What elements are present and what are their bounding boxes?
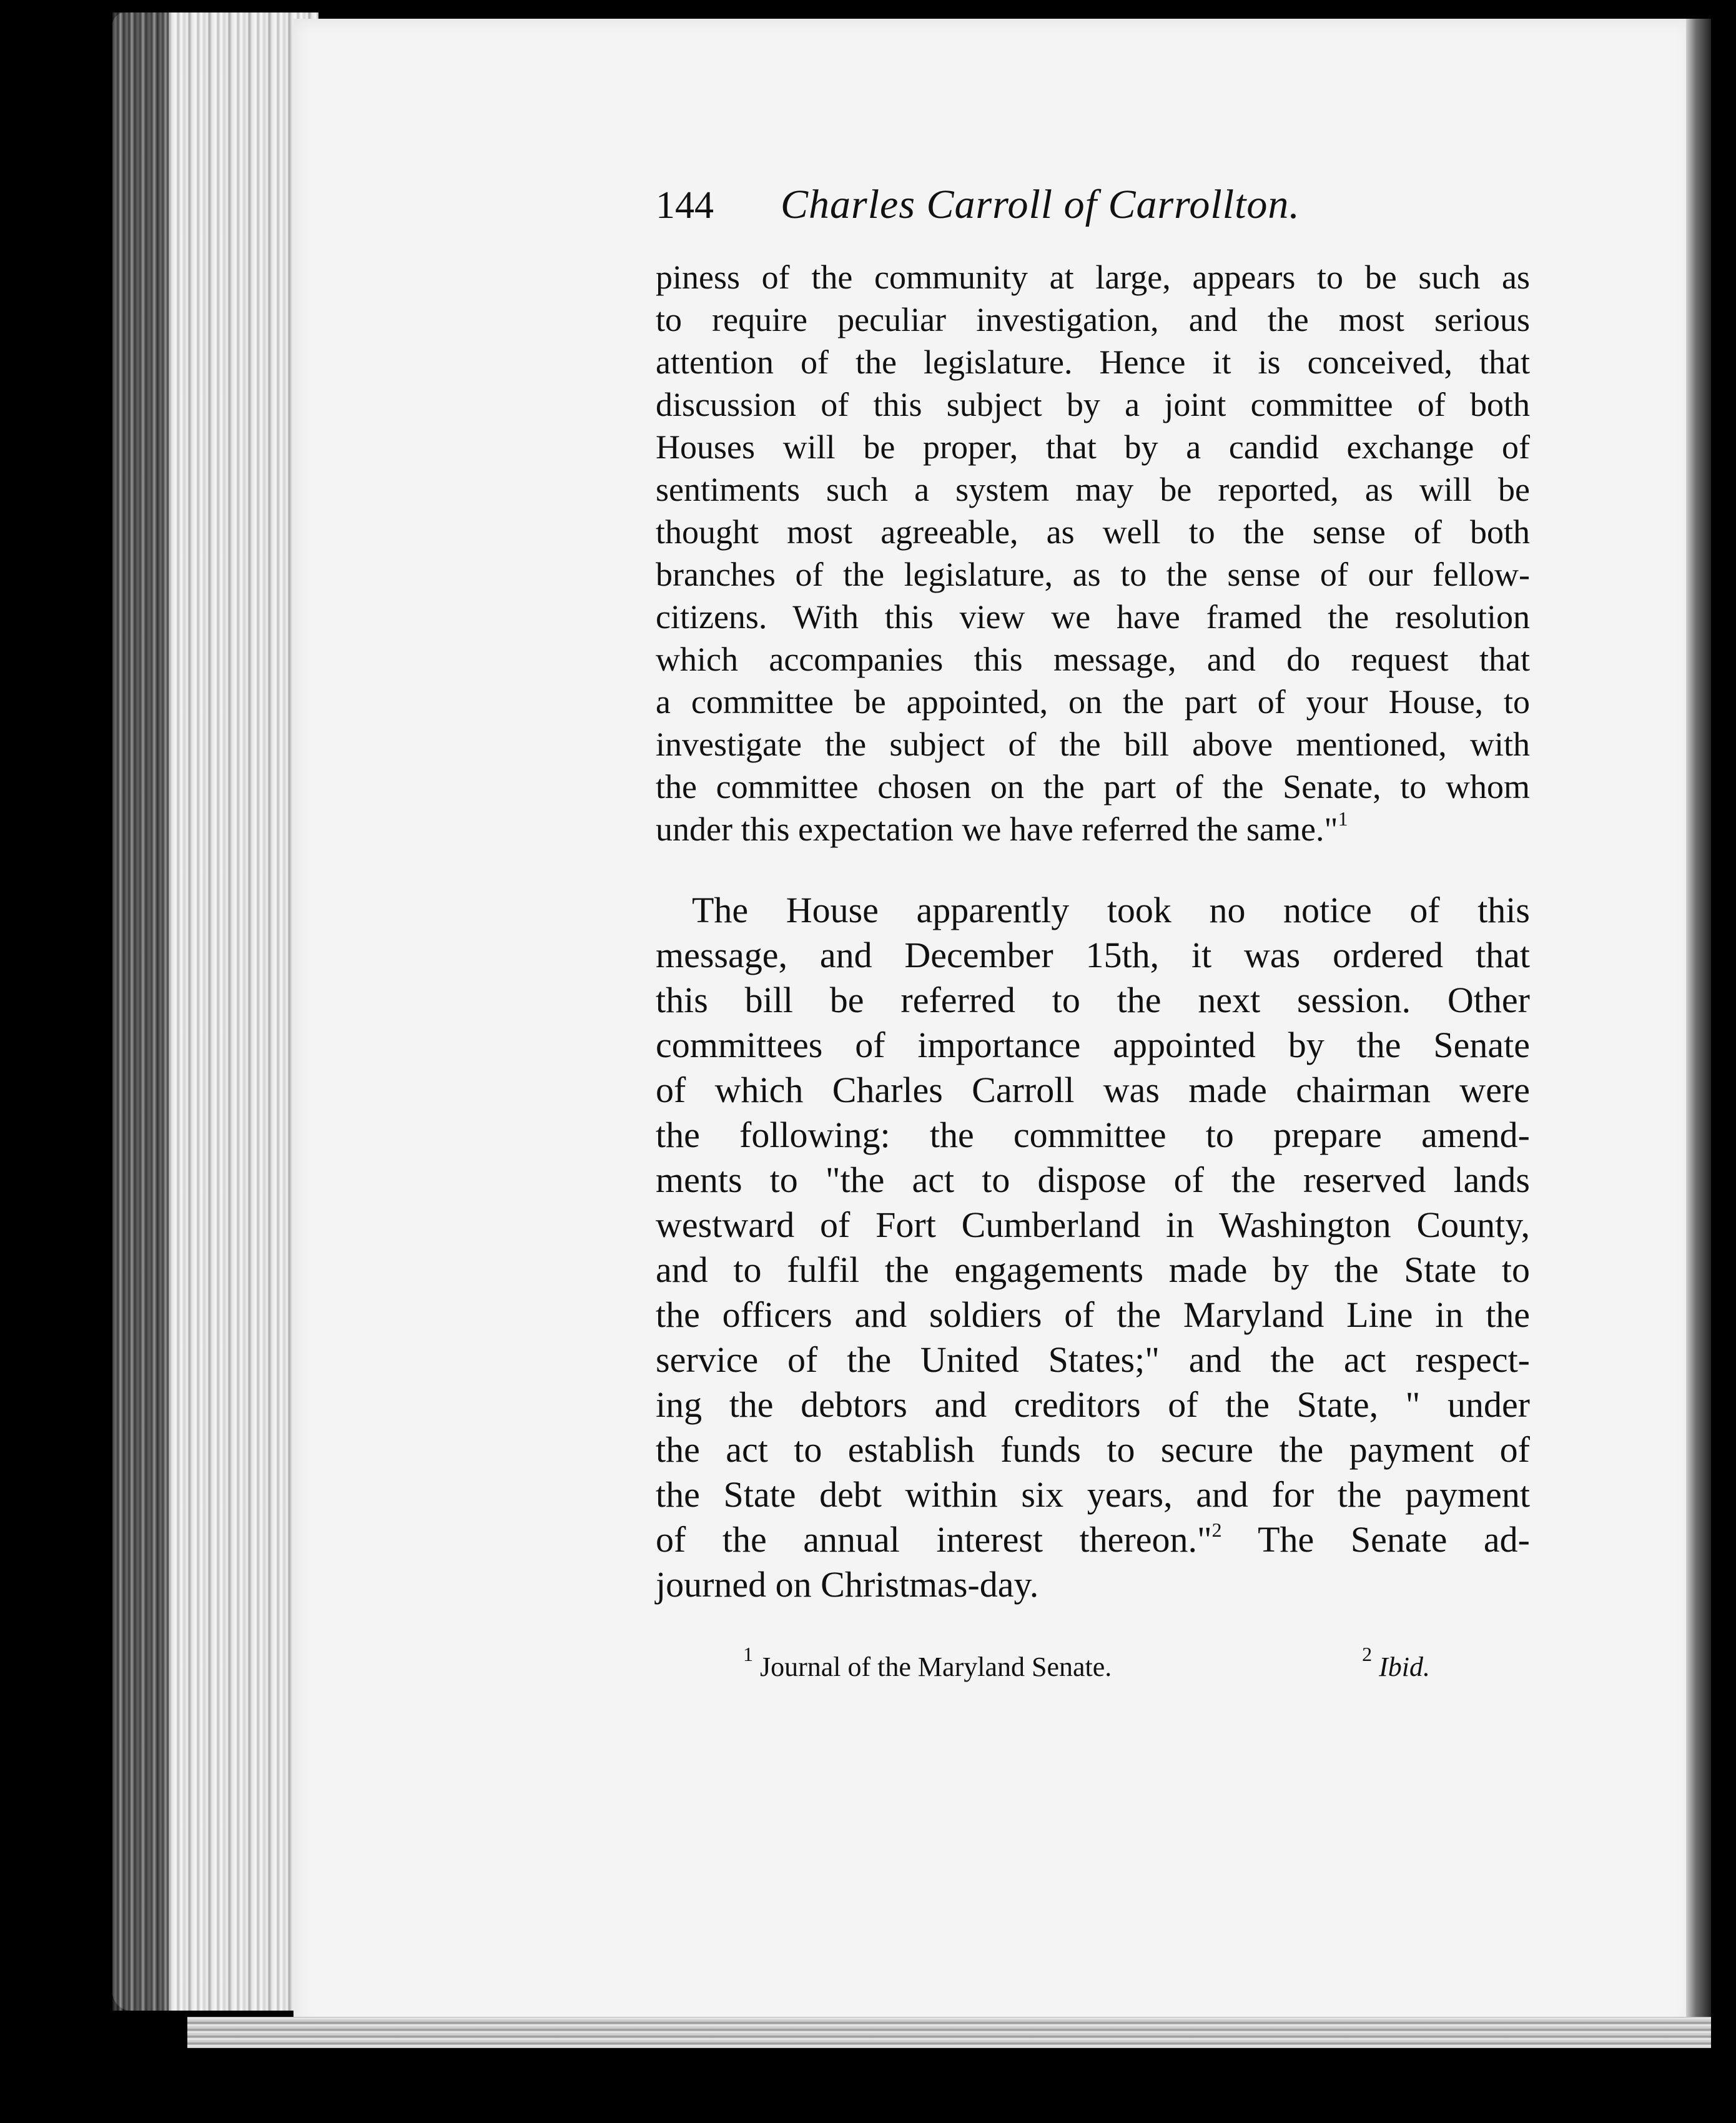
text-line-content: of the annual interest thereon." (656, 1519, 1212, 1560)
text-line: ments to "the act to dispose of the reserved lands (656, 1160, 1530, 1200)
text-line: committees of importance appointed by the Senate (656, 1025, 1530, 1065)
footnote-1-text: Journal of the Maryland Senate. (760, 1652, 1112, 1682)
footnotes (656, 1643, 1530, 1683)
page-right-edge (1686, 19, 1711, 2029)
page-text (656, 181, 1530, 1683)
footnote-marker-1: 1 (743, 1643, 753, 1665)
text-line: of which Charles Carroll was made chairman were (656, 1070, 1530, 1110)
text-line: Houses will be proper, that by a candid exchange of (656, 428, 1530, 466)
text-line-content: under this expectation we have referred the same." (656, 810, 1338, 848)
text-line: the act to establish funds to secure the payment of (656, 1429, 1530, 1470)
text-line: piness of the community at large, appears to be such as (656, 259, 1530, 296)
text-line: a committee be appointed, on the part of your House, to (656, 683, 1530, 721)
text-line: the officers and soldiers of the Maryland Line in the (656, 1294, 1530, 1335)
text-line: the committee chosen on the part of the Senate, to whom (656, 768, 1530, 805)
text-line: and to fulfil the engagements made by the State to (656, 1249, 1530, 1290)
text-line: this bill be referred to the next session. Other (656, 980, 1530, 1020)
running-head (656, 181, 1530, 250)
footnote-marker-2: 2 (1362, 1643, 1373, 1665)
book-spine-shadow (112, 12, 169, 2011)
text-line: which accompanies this message, and do request that (656, 641, 1530, 678)
text-line: citizens. With this view we have framed the resolution (656, 598, 1530, 636)
text-line: branches of the legislature, as to the sense of our fellow- (656, 556, 1530, 593)
text-line (656, 808, 1530, 850)
footnote-1 (743, 1643, 1112, 1683)
text-line-content: The Senate ad- (1221, 1519, 1530, 1560)
text-line: message, and December 15th, it was ordered that (656, 935, 1530, 975)
text-line: service of the United States;" and the act respect- (656, 1339, 1530, 1380)
text-line: to require peculiar investigation, and the most serious (656, 301, 1530, 338)
text-line (656, 1517, 1530, 1562)
footnote-ref-1: 1 (1338, 807, 1348, 830)
text-line: westward of Fort Cumberland in Washington County, (656, 1204, 1530, 1245)
text-line: thought most agreeable, as well to the sense of both (656, 513, 1530, 551)
footnote-2-text: Ibid. (1379, 1652, 1430, 1682)
page-bottom-edge (187, 2017, 1711, 2048)
body-paragraph (656, 888, 1530, 1607)
text-line: discussion of this subject by a joint committee of both (656, 386, 1530, 423)
text-line: investigate the subject of the bill above mentioned, with (656, 726, 1530, 763)
text-line: The House apparently took no notice of this (692, 890, 1530, 930)
text-line: the State debt within six years, and for the payment (656, 1474, 1530, 1515)
text-line: sentiments such a system may be reported, as will be (656, 471, 1530, 508)
running-title: Charles Carroll of Carrollton. (781, 182, 1300, 227)
footnote-2 (1362, 1643, 1430, 1683)
text-line: ing the debtors and creditors of the State, " under (656, 1384, 1530, 1425)
quoted-message-paragraph (656, 256, 1530, 850)
footnote-ref-2: 2 (1211, 1519, 1222, 1541)
text-line: the following: the committee to prepare amend- (656, 1115, 1530, 1155)
text-line: journed on Christmas-day. (656, 1564, 1039, 1605)
page-number: 144 (656, 184, 714, 227)
text-line: attention of the legislature. Hence it is conceived, that (656, 343, 1530, 381)
